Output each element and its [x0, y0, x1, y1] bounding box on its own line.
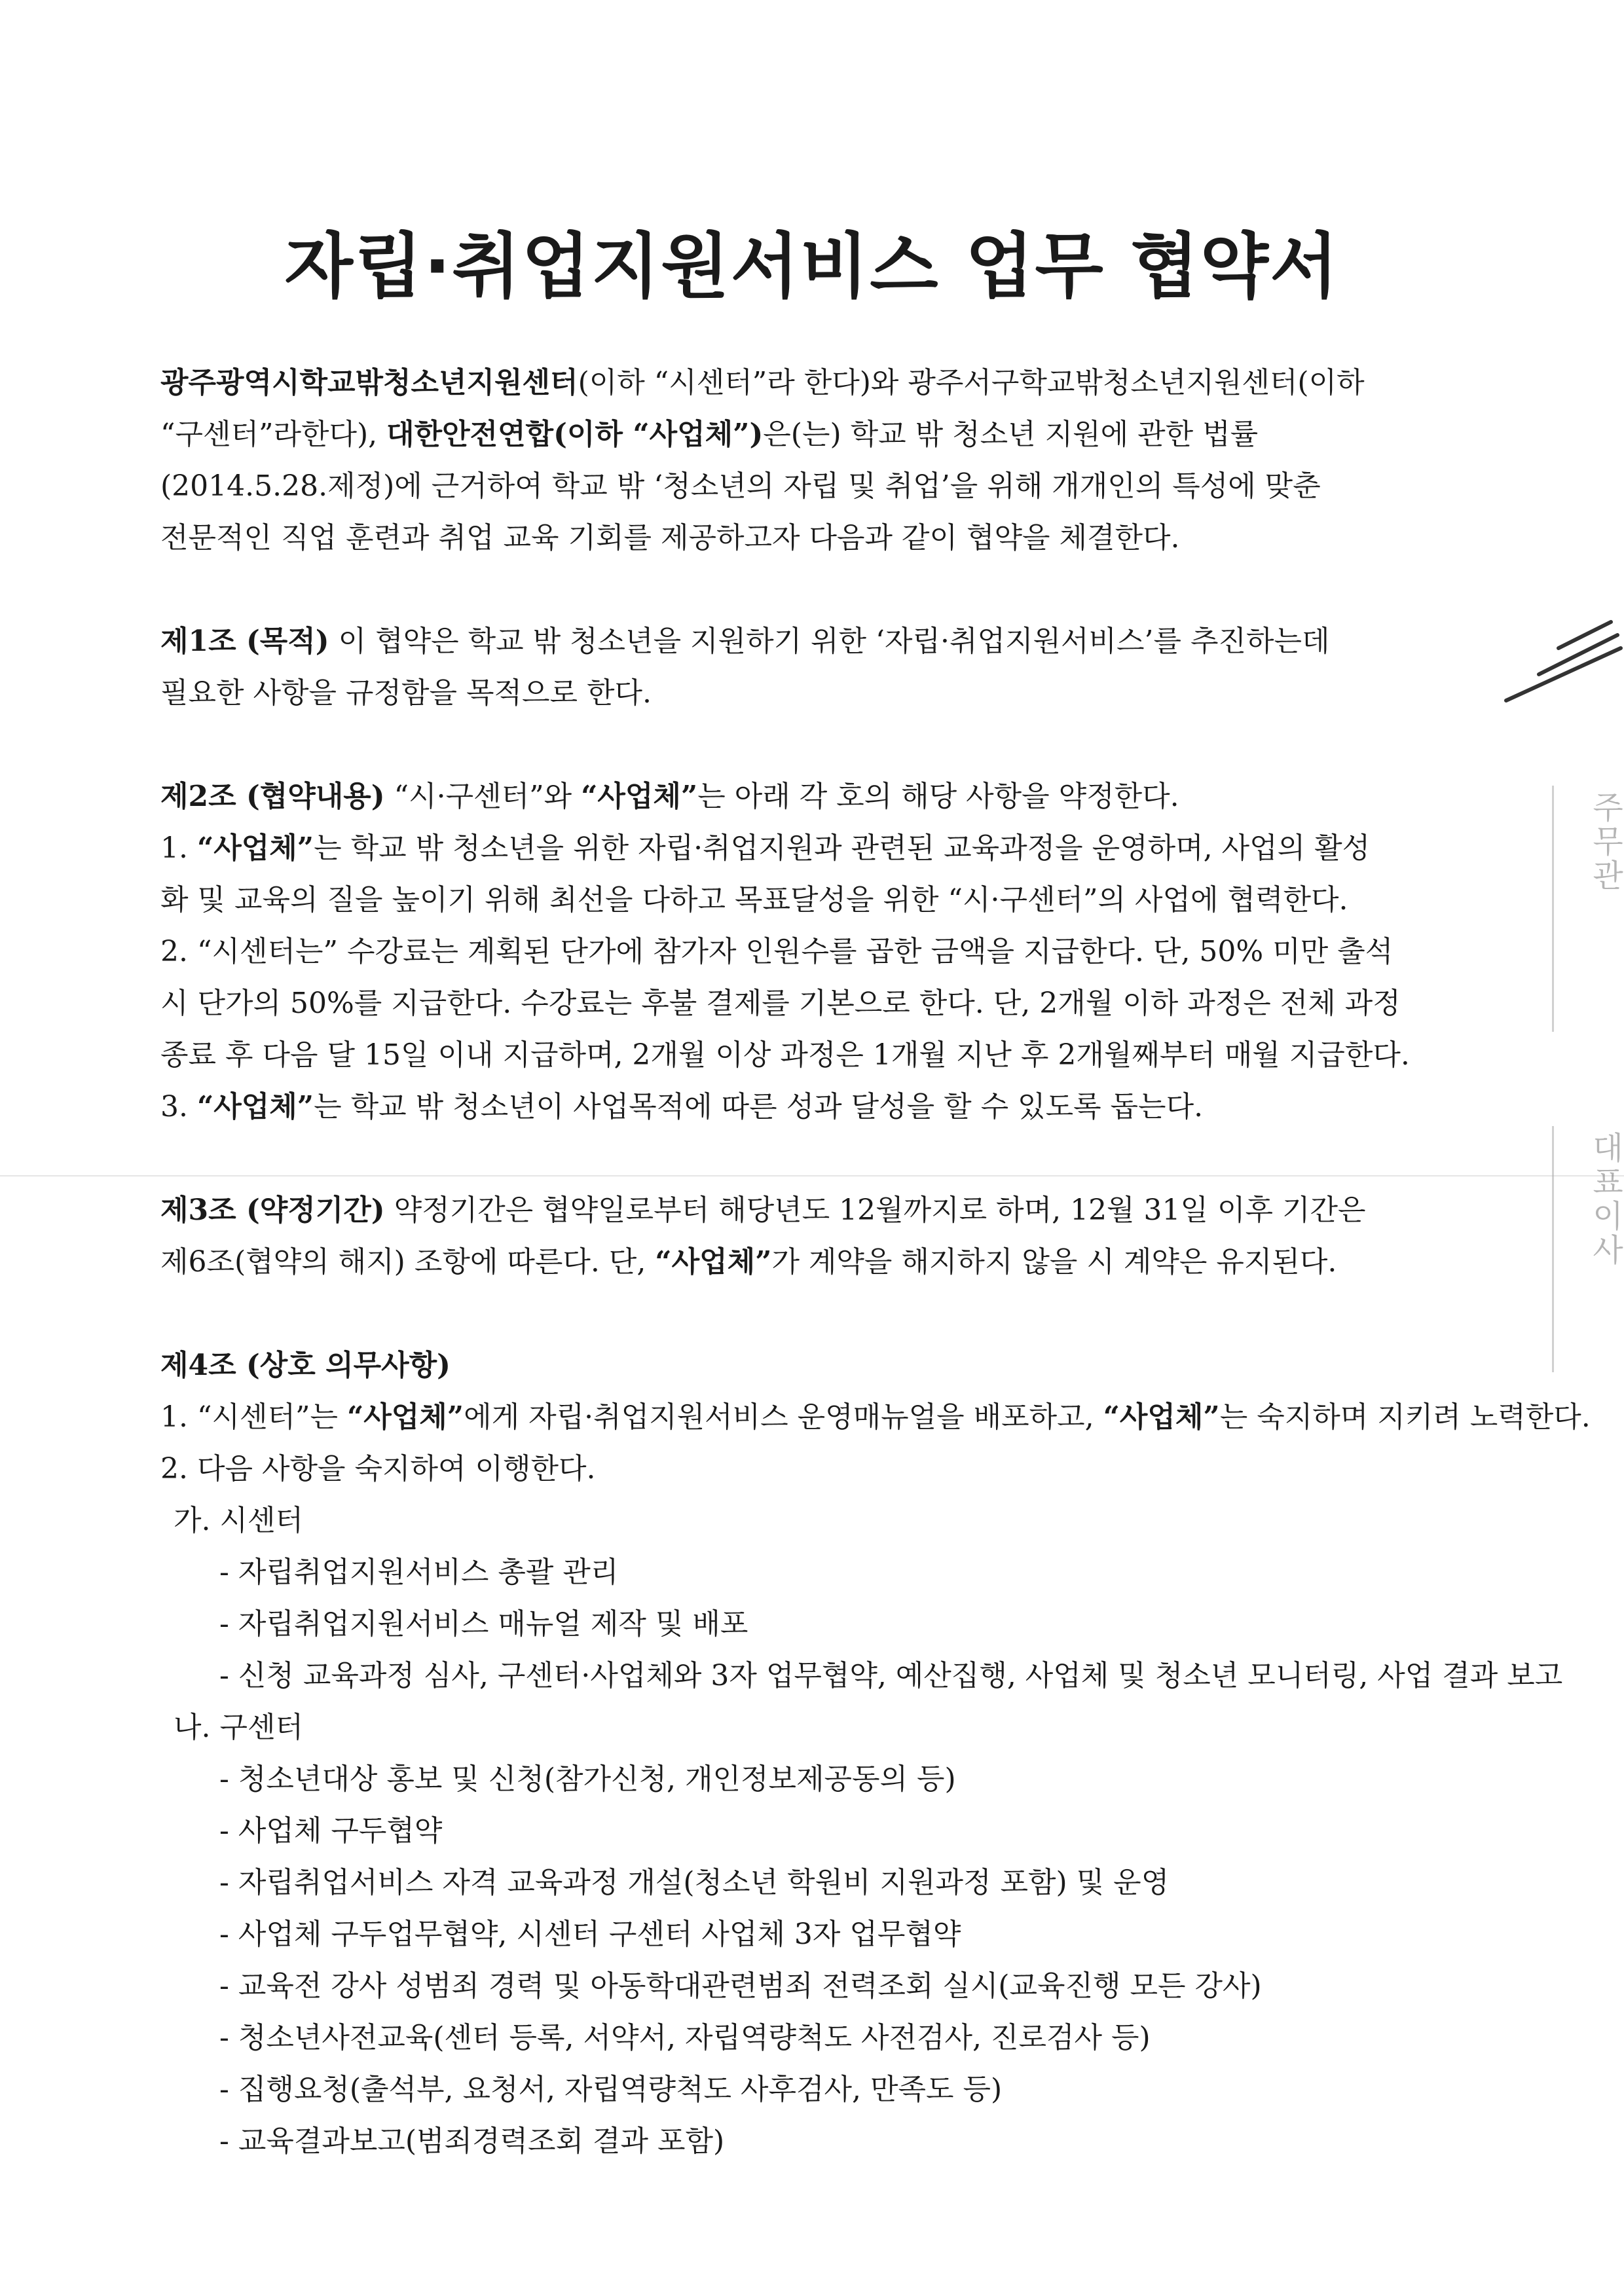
article-4-item-1	[160, 1391, 1591, 1443]
list-item: - 자립취업서비스 자격 교육과정 개설(청소년 학원비 지원과정 포함) 및 운영	[219, 1866, 1170, 1899]
text-segment: 에게 자립·취업지원서비스 운영매뉴얼을 배포하고,	[464, 1400, 1103, 1434]
text-line	[160, 977, 1470, 1029]
signature-mark	[1480, 609, 1624, 714]
text-segment: 화 및 교육의 질을 높이기 위해 최선을 다하고 목표달성을 위한 “시·구센터”의 사업에 협력한다.	[160, 883, 1348, 917]
text-segment: 가 계약을 해지하지 않을 시 계약은 유지된다.	[771, 1245, 1337, 1279]
text-segment: 은(는) 학교 밖 청소년 지원에 관한 법률	[763, 418, 1259, 451]
text-segment: 필요한 사항을 규정함을 목적으로 한다.	[160, 676, 652, 710]
intro-paragraph	[160, 357, 1470, 564]
text-line	[160, 822, 1470, 874]
article-4-heading: 제4조 (상호 의무사항)	[160, 1349, 451, 1382]
list-item: - 교육전 강사 성범죄 경력 및 아동학대관련범죄 전력조회 실시(교육진행 모든 강사)	[219, 1969, 1262, 2003]
text-line	[160, 615, 1470, 667]
document-title: 자립·취업지원서비스 업무 협약서	[284, 226, 1340, 308]
bold-text: 제2조 (협약내용)	[160, 780, 385, 813]
text-segment: 는 아래 각 호의 해당 사항을 약정한다.	[697, 780, 1179, 813]
bold-text: 광주광역시학교밖청소년지원센터	[160, 366, 578, 399]
text-segment: 는 숙지하며 지키려 노력한다.	[1219, 1400, 1591, 1434]
text-line	[160, 1081, 1470, 1133]
subsection-b-list	[160, 1753, 1470, 2167]
bold-text: “사업체”	[581, 780, 698, 813]
subsection-b-label: 나. 구센터	[174, 1711, 303, 1744]
subsection-a-list	[160, 1546, 1563, 1702]
list-item: - 신청 교육과정 심사, 구센터·사업체와 3자 업무협약, 예산집행, 사업체 및 청소년 모니터링, 사업 결과 보고	[219, 1659, 1563, 1692]
text-line	[160, 512, 1470, 564]
text-segment: 전문적인 직업 훈련과 취업 교육 기회를 제공하고자 다음과 같이 협약을 체결한다.	[160, 521, 1180, 555]
text-segment: 1. “시센터”는	[160, 1400, 347, 1434]
seal-stamp: 대표이사	[1552, 1126, 1624, 1372]
seal-stamp: 주무관	[1552, 786, 1624, 1032]
bold-text: 제1조 (목적)	[160, 625, 329, 658]
text-segment: “시·구센터”와	[384, 780, 581, 813]
text-segment: “구센터”라한다),	[160, 418, 387, 451]
text-line	[160, 874, 1470, 926]
list-item: - 청소년대상 홍보 및 신청(참가신청, 개인정보제공동의 등)	[219, 1762, 956, 1796]
text-segment: 는 학교 밖 청소년을 위한 자립·취업지원과 관련된 교육과정을 운영하며, 사업의 활성	[314, 831, 1371, 865]
list-item: - 집행요청(출석부, 요청서, 자립역량척도 사후검사, 만족도 등)	[219, 2073, 1003, 2106]
bold-text: “사업체”	[196, 831, 314, 865]
text-segment: (이하 “시센터”라 한다)와 광주서구학교밖청소년지원센터(이하	[578, 366, 1365, 399]
article-3	[160, 1184, 1470, 1288]
text-line	[160, 409, 1470, 460]
text-line	[160, 926, 1470, 977]
bold-text: “사업체”	[196, 1090, 314, 1123]
text-line	[160, 460, 1470, 512]
text-segment: 종료 후 다음 달 15일 이내 지급하며, 2개월 이상 과정은 1개월 지난 후 2개월째부터 매월 지급한다.	[160, 1038, 1410, 1072]
text-segment: 시 단가의 50%를 지급한다. 수강료는 후불 결제를 기본으로 한다. 단, 2개월 이하 과정은 전체 과정	[160, 987, 1401, 1020]
text-segment: 는 학교 밖 청소년이 사업목적에 따른 성과 달성을 할 수 있도록 돕는다.	[314, 1090, 1204, 1123]
bold-text: 제3조 (약정기간)	[160, 1194, 385, 1227]
text-segment: 2. “시센터는” 수강료는 계획된 단가에 참가자 인원수를 곱한 금액을 지급한다. 단, 50% 미만 출석	[160, 935, 1393, 968]
list-item: - 교육결과보고(범죄경력조회 결과 포함)	[219, 2124, 725, 2158]
text-segment: (2014.5.28.제정)에 근거하여 학교 밖 ‘청소년의 자립 및 취업’을 위해 개개인의 특성에 맞춘	[160, 469, 1321, 503]
bold-text: “사업체”	[1103, 1400, 1220, 1434]
list-item: - 청소년사전교육(센터 등록, 서약서, 자립역량척도 사전검사, 진로검사 등)	[219, 2021, 1151, 2054]
text-line	[160, 1184, 1470, 1236]
text-line	[160, 357, 1470, 409]
text-line	[160, 771, 1470, 822]
document-body	[160, 357, 1591, 2167]
list-item: - 자립취업지원서비스 총괄 관리	[219, 1556, 619, 1589]
article-2	[160, 771, 1470, 1133]
text-segment: 1.	[160, 831, 197, 865]
list-item: - 자립취업지원서비스 매뉴얼 제작 및 배포	[219, 1607, 748, 1641]
article-4-item-2: 2. 다음 사항을 숙지하여 이행한다.	[160, 1452, 596, 1485]
text-segment: 이 협약은 학교 밖 청소년을 지원하기 위한 ‘자립·취업지원서비스’를 추진하는데	[329, 625, 1330, 658]
list-item: - 사업체 구두협약	[219, 1814, 443, 1848]
article-1	[160, 615, 1470, 719]
article-4	[160, 1339, 1591, 2167]
text-segment: 3.	[160, 1090, 197, 1123]
bold-text: “사업체”	[346, 1400, 464, 1434]
list-item: - 사업체 구두업무협약, 시센터 구센터 사업체 3자 업무협약	[219, 1918, 961, 1951]
bold-text: 대한안전연합(이하 “사업체”)	[386, 418, 764, 451]
bold-text: “사업체”	[655, 1245, 772, 1279]
text-line	[160, 1236, 1470, 1288]
subsection-a-label: 가. 시센터	[174, 1504, 303, 1537]
text-line	[160, 1029, 1470, 1081]
text-segment: 약정기간은 협약일로부터 해당년도 12월까지로 하며, 12월 31일 이후 기간은	[384, 1194, 1366, 1227]
text-segment: 제6조(협약의 해지) 조항에 따른다. 단,	[160, 1245, 655, 1279]
text-line	[160, 667, 1470, 719]
